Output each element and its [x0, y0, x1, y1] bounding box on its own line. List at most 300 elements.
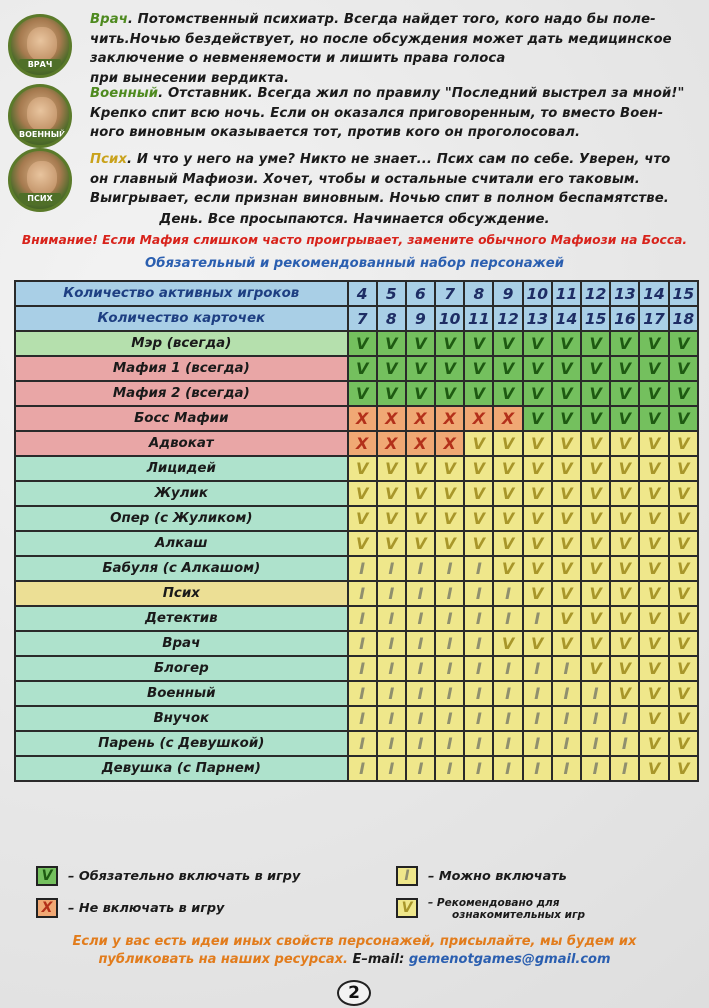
role-cell: V [581, 431, 610, 456]
role-cell: I [377, 756, 406, 781]
role-cell: I [523, 656, 552, 681]
role-cell: V [581, 531, 610, 556]
role-cell: I [523, 681, 552, 706]
role-row [15, 656, 698, 681]
military-line: . Отставник. Всегда жил по правилу "Последний выстрел за мной!" [158, 86, 685, 101]
legend-excluded-text: – Не включать в игру [68, 901, 225, 916]
role-cell: I [348, 731, 377, 756]
doctor-description [90, 10, 700, 88]
role-cell: I [523, 606, 552, 631]
role-cell: I [581, 706, 610, 731]
role-cell: I [435, 556, 464, 581]
role-cell: I [435, 656, 464, 681]
role-label: Лицидей [15, 456, 348, 481]
role-cell: V [669, 431, 698, 456]
role-cell: V [464, 356, 493, 381]
role-cell: V [523, 531, 552, 556]
role-cell: V [348, 356, 377, 381]
role-cell: V [639, 406, 668, 431]
role-row [15, 506, 698, 531]
psycho-portrait [8, 148, 72, 212]
role-cell: I [435, 756, 464, 781]
character-doctor [8, 6, 708, 86]
role-cell: I [464, 731, 493, 756]
role-row [15, 706, 698, 731]
role-cell: X [348, 406, 377, 431]
role-cell: V [552, 506, 581, 531]
role-cell: I [435, 731, 464, 756]
legend-recommended-line: – Рекомендовано для [428, 897, 560, 909]
military-portrait [8, 84, 72, 148]
role-cell: V [464, 331, 493, 356]
role-cell: I [552, 656, 581, 681]
role-cell: I [523, 706, 552, 731]
role-cell: I [406, 656, 435, 681]
email-link[interactable]: gemenotgames@gmail.com [408, 952, 611, 967]
role-cell: V [406, 381, 435, 406]
role-cell: V [435, 331, 464, 356]
role-cell: V [610, 356, 639, 381]
role-cell: V [669, 581, 698, 606]
role-cell: V [581, 506, 610, 531]
role-cell: V [377, 356, 406, 381]
military-line: Крепко спит всю ночь. Если он оказался приговоренным, то вместо Воен- [90, 105, 664, 121]
role-cell: I [435, 581, 464, 606]
role-cell: V [523, 631, 552, 656]
role-cell: I [406, 756, 435, 781]
role-cell: V [639, 631, 668, 656]
role-cell: V [610, 406, 639, 431]
legend-optional-box: I [396, 866, 418, 886]
cards-row-value: 8 [377, 306, 406, 331]
role-row [15, 331, 698, 356]
role-cell: V [610, 531, 639, 556]
role-cell: I [377, 706, 406, 731]
role-cell: I [552, 756, 581, 781]
doctor-line: чить.Ночью бездействует, но после обсуждения может дать медицинское [90, 31, 672, 47]
cards-row-value: 17 [639, 306, 668, 331]
role-cell: V [669, 531, 698, 556]
role-label: Военный [15, 681, 348, 706]
doctor-line: заключение о невменяемости и лишить права голоса [90, 51, 506, 66]
role-cell: V [464, 431, 493, 456]
role-cell: V [406, 356, 435, 381]
role-cell: V [610, 456, 639, 481]
role-cell: X [406, 406, 435, 431]
role-cell: I [493, 656, 522, 681]
cards-row-value: 18 [669, 306, 698, 331]
role-cell: V [639, 731, 668, 756]
role-cell: V [523, 381, 552, 406]
cards-row-value: 12 [493, 306, 522, 331]
role-cell: V [406, 481, 435, 506]
role-cell: V [348, 381, 377, 406]
role-cell: V [581, 631, 610, 656]
role-cell: V [581, 456, 610, 481]
role-cell: V [639, 706, 668, 731]
role-label: Псих [15, 581, 348, 606]
role-label: Внучок [15, 706, 348, 731]
role-cell: V [669, 631, 698, 656]
military-badge: ВОЕННЫЙ [19, 130, 66, 139]
doctor-line: . Потомственный психиатр. Всегда найдет того, кого надо бы поле- [127, 12, 656, 27]
role-cell: I [348, 706, 377, 731]
role-cell: V [523, 406, 552, 431]
players-row-value: 5 [377, 281, 406, 306]
role-row [15, 356, 698, 381]
role-cell: I [464, 706, 493, 731]
doctor-face-icon [27, 27, 57, 61]
character-psycho [8, 148, 708, 212]
role-cell: V [464, 456, 493, 481]
role-cell: I [493, 581, 522, 606]
role-cell: V [377, 506, 406, 531]
footer-line: публиковать на наших ресурсах. [98, 952, 348, 967]
role-cell: V [493, 456, 522, 481]
role-cell: I [552, 681, 581, 706]
role-cell: X [406, 431, 435, 456]
role-cell: I [552, 731, 581, 756]
players-row-value: 12 [581, 281, 610, 306]
role-cell: V [639, 656, 668, 681]
role-cell: V [669, 681, 698, 706]
role-row [15, 481, 698, 506]
role-cell: V [406, 456, 435, 481]
cards-row-value: 11 [464, 306, 493, 331]
role-label: Детектив [15, 606, 348, 631]
role-cell: V [377, 381, 406, 406]
role-cell: V [552, 581, 581, 606]
psycho-face-icon [27, 161, 57, 195]
psycho-name: Псих [90, 152, 128, 167]
role-cell: I [464, 556, 493, 581]
role-cell: V [581, 331, 610, 356]
role-cell: V [464, 481, 493, 506]
role-cell: V [610, 331, 639, 356]
role-cell: V [523, 356, 552, 381]
role-cell: V [493, 431, 522, 456]
role-cell: V [610, 656, 639, 681]
role-cell: V [669, 331, 698, 356]
role-cell: V [669, 381, 698, 406]
role-cell: V [639, 506, 668, 531]
role-cell: I [493, 756, 522, 781]
role-cell: V [552, 556, 581, 581]
role-cell: I [348, 681, 377, 706]
role-cell: V [610, 556, 639, 581]
legend-recommended-text [428, 897, 585, 921]
role-cell: I [377, 731, 406, 756]
role-cell: V [493, 381, 522, 406]
role-cell: X [377, 406, 406, 431]
cards-row-value: 14 [552, 306, 581, 331]
role-cell: I [610, 706, 639, 731]
role-cell: V [639, 456, 668, 481]
legend-excluded-box: X [36, 898, 58, 918]
footer-line: Если у вас есть идеи иных свойств персонажей, присылайте, мы будем их [72, 934, 637, 949]
role-cell: V [377, 331, 406, 356]
role-cell: V [669, 481, 698, 506]
role-cell: V [406, 531, 435, 556]
role-label: Адвокат [15, 431, 348, 456]
role-cell: V [581, 656, 610, 681]
role-label: Парень (с Девушкой) [15, 731, 348, 756]
role-cell: V [669, 656, 698, 681]
role-cell: V [523, 431, 552, 456]
role-cell: I [406, 581, 435, 606]
psycho-line: . И что у него на уме? Никто не знает... Псих сам по себе. Уверен, что [127, 152, 671, 167]
role-cell: I [581, 731, 610, 756]
role-label: Бабуля (с Алкашом) [15, 556, 348, 581]
military-face-icon [27, 97, 57, 131]
role-cell: X [348, 431, 377, 456]
role-cell: I [377, 556, 406, 581]
role-cell: V [348, 531, 377, 556]
role-cell: V [552, 356, 581, 381]
role-cell: V [552, 631, 581, 656]
doctor-badge: ВРАЧ [19, 59, 61, 71]
role-row [15, 556, 698, 581]
role-cell: I [464, 581, 493, 606]
role-cell: X [493, 406, 522, 431]
role-cell: V [639, 531, 668, 556]
role-cell: V [639, 356, 668, 381]
role-cell: V [435, 356, 464, 381]
legend-recommended-line: ознакомительных игр [452, 909, 586, 921]
role-cell: V [377, 531, 406, 556]
role-label: Мафия 1 (всегда) [15, 356, 348, 381]
role-row [15, 456, 698, 481]
players-row-value: 6 [406, 281, 435, 306]
role-cell: V [669, 556, 698, 581]
role-row [15, 406, 698, 431]
role-cell: V [639, 431, 668, 456]
role-cell: V [523, 556, 552, 581]
role-cell: V [610, 481, 639, 506]
military-description [90, 84, 700, 143]
cards-row-value: 7 [348, 306, 377, 331]
players-row-value: 4 [348, 281, 377, 306]
role-cell: I [348, 631, 377, 656]
role-label: Босс Мафии [15, 406, 348, 431]
players-row-value: 7 [435, 281, 464, 306]
role-cell: I [377, 681, 406, 706]
role-cell: V [493, 531, 522, 556]
psycho-line: он главный Мафиози. Хочет, чтобы и остальные считали его таковым. [90, 171, 640, 187]
role-cell: V [523, 331, 552, 356]
role-cell: V [610, 506, 639, 531]
role-cell: I [493, 731, 522, 756]
role-cell: V [581, 606, 610, 631]
role-cell: V [377, 481, 406, 506]
role-cell: I [464, 756, 493, 781]
role-cell: I [523, 731, 552, 756]
role-cell: V [493, 556, 522, 581]
role-cell: V [669, 406, 698, 431]
role-cell: V [435, 381, 464, 406]
role-cell: V [435, 456, 464, 481]
role-cell: V [552, 381, 581, 406]
role-cell: V [581, 406, 610, 431]
role-row [15, 756, 698, 781]
psycho-badge: ПСИХ [19, 193, 61, 205]
table-title: Обязательный и рекомендованный набор персонажей [145, 256, 564, 271]
role-cell: I [348, 581, 377, 606]
role-cell: I [406, 556, 435, 581]
role-cell: V [406, 331, 435, 356]
role-cell: I [493, 681, 522, 706]
role-label: Мафия 2 (всегда) [15, 381, 348, 406]
role-cell: I [348, 606, 377, 631]
psycho-line: Выигрывает, если признан виновным. Ночью спит в полном беспамятстве. [90, 191, 669, 206]
cards-row-value: 10 [435, 306, 464, 331]
role-cell: I [581, 681, 610, 706]
role-label: Жулик [15, 481, 348, 506]
role-row [15, 606, 698, 631]
role-cell: V [493, 356, 522, 381]
role-cell: V [348, 331, 377, 356]
role-cell: V [669, 356, 698, 381]
role-row [15, 581, 698, 606]
role-cell: I [581, 756, 610, 781]
role-cell: I [464, 631, 493, 656]
players-row-label: Количество активных игроков [15, 281, 348, 306]
role-cell: I [464, 681, 493, 706]
players-row-value: 15 [669, 281, 698, 306]
role-cell: V [669, 731, 698, 756]
role-cell: I [435, 681, 464, 706]
players-row-value: 8 [464, 281, 493, 306]
role-cell: V [552, 431, 581, 456]
role-cell: I [435, 706, 464, 731]
cards-row-value: 13 [523, 306, 552, 331]
role-cell: V [669, 506, 698, 531]
role-cell: V [464, 531, 493, 556]
role-cell: V [610, 681, 639, 706]
role-cell: V [581, 581, 610, 606]
role-cell: I [523, 756, 552, 781]
role-label: Опер (с Жуликом) [15, 506, 348, 531]
role-cell: I [406, 706, 435, 731]
legend-mandatory-text: – Обязательно включать в игру [68, 869, 301, 884]
role-cell: V [639, 331, 668, 356]
role-cell: V [435, 506, 464, 531]
role-cell: V [377, 456, 406, 481]
role-cell: V [639, 606, 668, 631]
role-cell: I [377, 631, 406, 656]
role-cell: V [348, 506, 377, 531]
role-cell: V [493, 331, 522, 356]
players-row-value: 11 [552, 281, 581, 306]
character-military [8, 82, 708, 148]
role-row [15, 731, 698, 756]
role-cell: V [581, 481, 610, 506]
legend-optional-text: – Можно включать [428, 869, 567, 884]
role-cell: I [348, 756, 377, 781]
military-line: ного виновным оказывается тот, против кого он проголосовал. [90, 125, 581, 140]
role-cell: V [523, 481, 552, 506]
role-cell: V [493, 506, 522, 531]
players-row-value: 13 [610, 281, 639, 306]
role-cell: V [552, 481, 581, 506]
role-cell: I [435, 631, 464, 656]
role-cell: V [639, 581, 668, 606]
page-number: 2 [337, 980, 371, 1006]
role-cell: V [523, 581, 552, 606]
role-label: Девушка (с Парнем) [15, 756, 348, 781]
role-cell: X [435, 431, 464, 456]
doctor-portrait [8, 14, 72, 78]
role-cell: I [348, 656, 377, 681]
role-cell: I [348, 556, 377, 581]
role-cell: V [639, 481, 668, 506]
cards-row-label: Количество карточек [15, 306, 348, 331]
role-label: Алкаш [15, 531, 348, 556]
role-cell: X [435, 406, 464, 431]
role-cell: V [523, 506, 552, 531]
role-cell: V [406, 506, 435, 531]
cards-row-value: 15 [581, 306, 610, 331]
role-cell: I [493, 606, 522, 631]
role-cell: V [581, 356, 610, 381]
role-cell: V [581, 556, 610, 581]
role-label: Блогер [15, 656, 348, 681]
role-cell: V [669, 606, 698, 631]
role-cell: V [493, 481, 522, 506]
players-row-value: 14 [639, 281, 668, 306]
role-cell: I [406, 681, 435, 706]
players-row [15, 281, 698, 306]
role-cell: V [669, 456, 698, 481]
role-cell: I [435, 606, 464, 631]
roles-table [14, 280, 699, 782]
role-cell: V [639, 681, 668, 706]
role-cell: I [377, 581, 406, 606]
role-cell: I [377, 656, 406, 681]
role-cell: V [348, 481, 377, 506]
role-cell: I [493, 706, 522, 731]
role-cell: I [552, 706, 581, 731]
doctor-name: Врач [90, 12, 128, 27]
role-cell: I [610, 756, 639, 781]
role-cell: V [639, 381, 668, 406]
legend-recommended-box: V [396, 898, 418, 918]
role-cell: V [669, 756, 698, 781]
legend-mandatory-box: V [36, 866, 58, 886]
role-row [15, 531, 698, 556]
role-cell: V [610, 381, 639, 406]
role-cell: V [348, 456, 377, 481]
role-cell: V [523, 456, 552, 481]
role-cell: X [464, 406, 493, 431]
cards-row-value: 9 [406, 306, 435, 331]
email-label: E–mail: [352, 952, 405, 967]
role-cell: I [610, 731, 639, 756]
role-cell: V [610, 631, 639, 656]
day-text: День. Все просыпаются. Начинается обсуждение. [159, 212, 550, 227]
role-row [15, 381, 698, 406]
role-cell: I [406, 606, 435, 631]
role-cell: V [639, 756, 668, 781]
psycho-description [90, 150, 700, 209]
role-cell: V [639, 556, 668, 581]
military-name: Военный [90, 86, 159, 101]
role-cell: V [435, 531, 464, 556]
role-cell: I [377, 606, 406, 631]
role-cell: V [552, 531, 581, 556]
role-cell: V [552, 456, 581, 481]
role-row [15, 631, 698, 656]
